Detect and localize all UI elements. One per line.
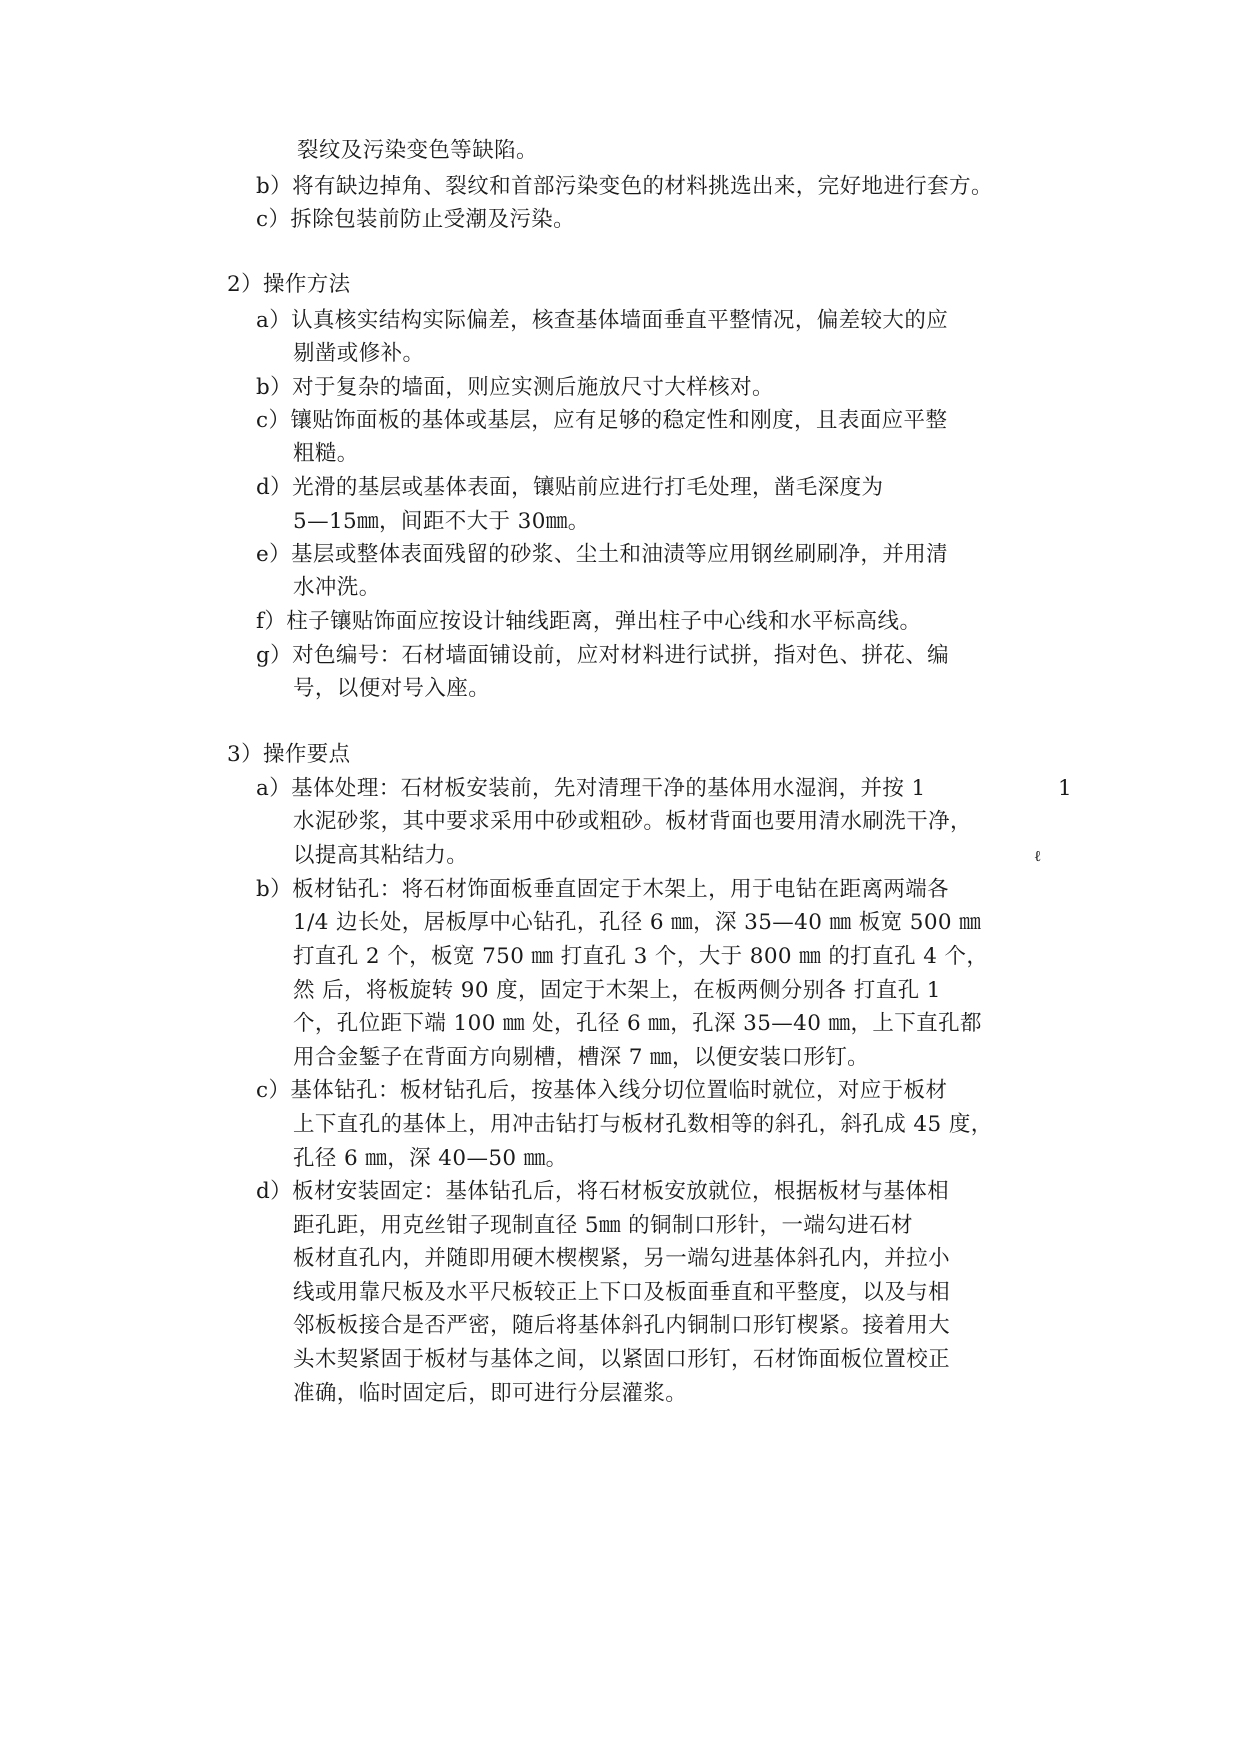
list-item-b: b）将有缺边掉角、裂纹和首部污染变色的材料挑选出来，完好地进行套方。 xyxy=(256,174,993,199)
text-line: 5—15㎜，间距不大于 30㎜。 xyxy=(293,509,590,534)
text-line: 板材直孔内，并随即用硬木楔楔紧，另一端勾进基体斜孔内，并拉小 xyxy=(293,1246,951,1271)
text-line: 邻板板接合是否严密，随后将基体斜孔内铜制口形钉楔紧。接着用大 xyxy=(293,1313,951,1338)
text-line: 裂纹及污染变色等缺陷。 xyxy=(297,138,538,163)
text-line: 用合金錾子在背面方向剔槽，槽深 7 ㎜，以便安装口形钉。 xyxy=(293,1045,870,1070)
list-item-d: d）板材安装固定：基体钻孔后，将石材板安放就位，根据板材与基体相 xyxy=(256,1179,950,1204)
list-item-c: c）基体钻孔：板材钻孔后，按基体入线分切位置临时就位，对应于板材 xyxy=(256,1078,948,1103)
text-line: 1 xyxy=(1058,776,1073,801)
text-line: 打直孔 2 个，板宽 750 ㎜ 打直孔 3 个，大于 800 ㎜ 的打直孔 4 个， xyxy=(293,944,989,969)
text-line: 粗糙。 xyxy=(293,441,359,466)
list-item-c: c）镶贴饰面板的基体或基层，应有足够的稳定性和刚度，且表面应平整 xyxy=(256,408,948,433)
list-item-g: g）对色编号：石材墙面铺设前，应对材料进行试拼，指对色、拼花、编 xyxy=(256,643,950,668)
text-line: 距孔距，用克丝钳子现制直径 5㎜ 的铜制口形针，一端勾进石材 xyxy=(293,1213,913,1238)
section-heading-3: 3）操作要点 xyxy=(227,742,351,767)
list-item-a: a）基体处理：石材板安装前，先对清理干净的基体用水湿润，并按 1 xyxy=(256,776,926,801)
text-line: 水泥砂浆，其中要求采用中砂或粗砂。板材背面也要用清水刷洗干净， xyxy=(293,809,972,834)
text-line: 1/4 边长处，居板厚中心钻孔，孔径 6 ㎜，深 35—40 ㎜ 板宽 500 ㎜ xyxy=(293,910,982,935)
list-item-b: b）对于复杂的墙面，则应实测后施放尺寸大样核对。 xyxy=(256,375,774,400)
text-line: 头木契紧固于板材与基体之间，以紧固口形钉，石材饰面板位置校正 xyxy=(293,1347,951,1372)
text-line: 号，以便对号入座。 xyxy=(293,676,491,701)
text-line: 线或用靠尺板及水平尺板较正上下口及板面垂直和平整度，以及与相 xyxy=(293,1280,951,1305)
list-item-d: d）光滑的基层或基体表面，镶贴前应进行打毛处理，凿毛深度为 xyxy=(256,475,884,500)
text-line: 以提高其粘结力。 xyxy=(293,843,469,868)
text-line: 水冲洗。 xyxy=(293,575,381,600)
text-line: 然 后，将板旋转 90 度，固定于木架上，在板两侧分别各 打直孔 1 xyxy=(293,978,941,1003)
list-item-a: a）认真核实结构实际偏差，核查基体墙面垂直平整情况，偏差较大的应 xyxy=(256,308,949,333)
list-item-b: b）板材钻孔：将石材饰面板垂直固定于木架上，用于电钻在距离两端各 xyxy=(256,877,950,902)
text-line: 孔径 6 ㎜，深 40—50 ㎜。 xyxy=(293,1146,568,1171)
squiggle-mark: ℓ xyxy=(1034,847,1042,865)
section-heading-2: 2）操作方法 xyxy=(227,272,351,297)
text-line: 准确，临时固定后，即可进行分层灌浆。 xyxy=(293,1381,688,1406)
text-line: 上下直孔的基体上，用冲击钻打与板材孔数相等的斜孔，斜孔成 45 度， xyxy=(293,1112,993,1137)
list-item-f: f）柱子镶贴饰面应按设计轴线距离，弹出柱子中心线和水平标高线。 xyxy=(256,609,922,634)
list-item-e: e）基层或整体表面残留的砂浆、尘土和油渍等应用钢丝刷刷净，并用清 xyxy=(256,542,949,567)
list-item-c: c）拆除包装前防止受潮及污染。 xyxy=(256,207,576,232)
text-line: 个，孔位距下端 100 ㎜ 处，孔径 6 ㎜，孔深 35—40 ㎜，上下直孔都 xyxy=(293,1011,982,1036)
text-line: 剔凿或修补。 xyxy=(293,341,425,366)
